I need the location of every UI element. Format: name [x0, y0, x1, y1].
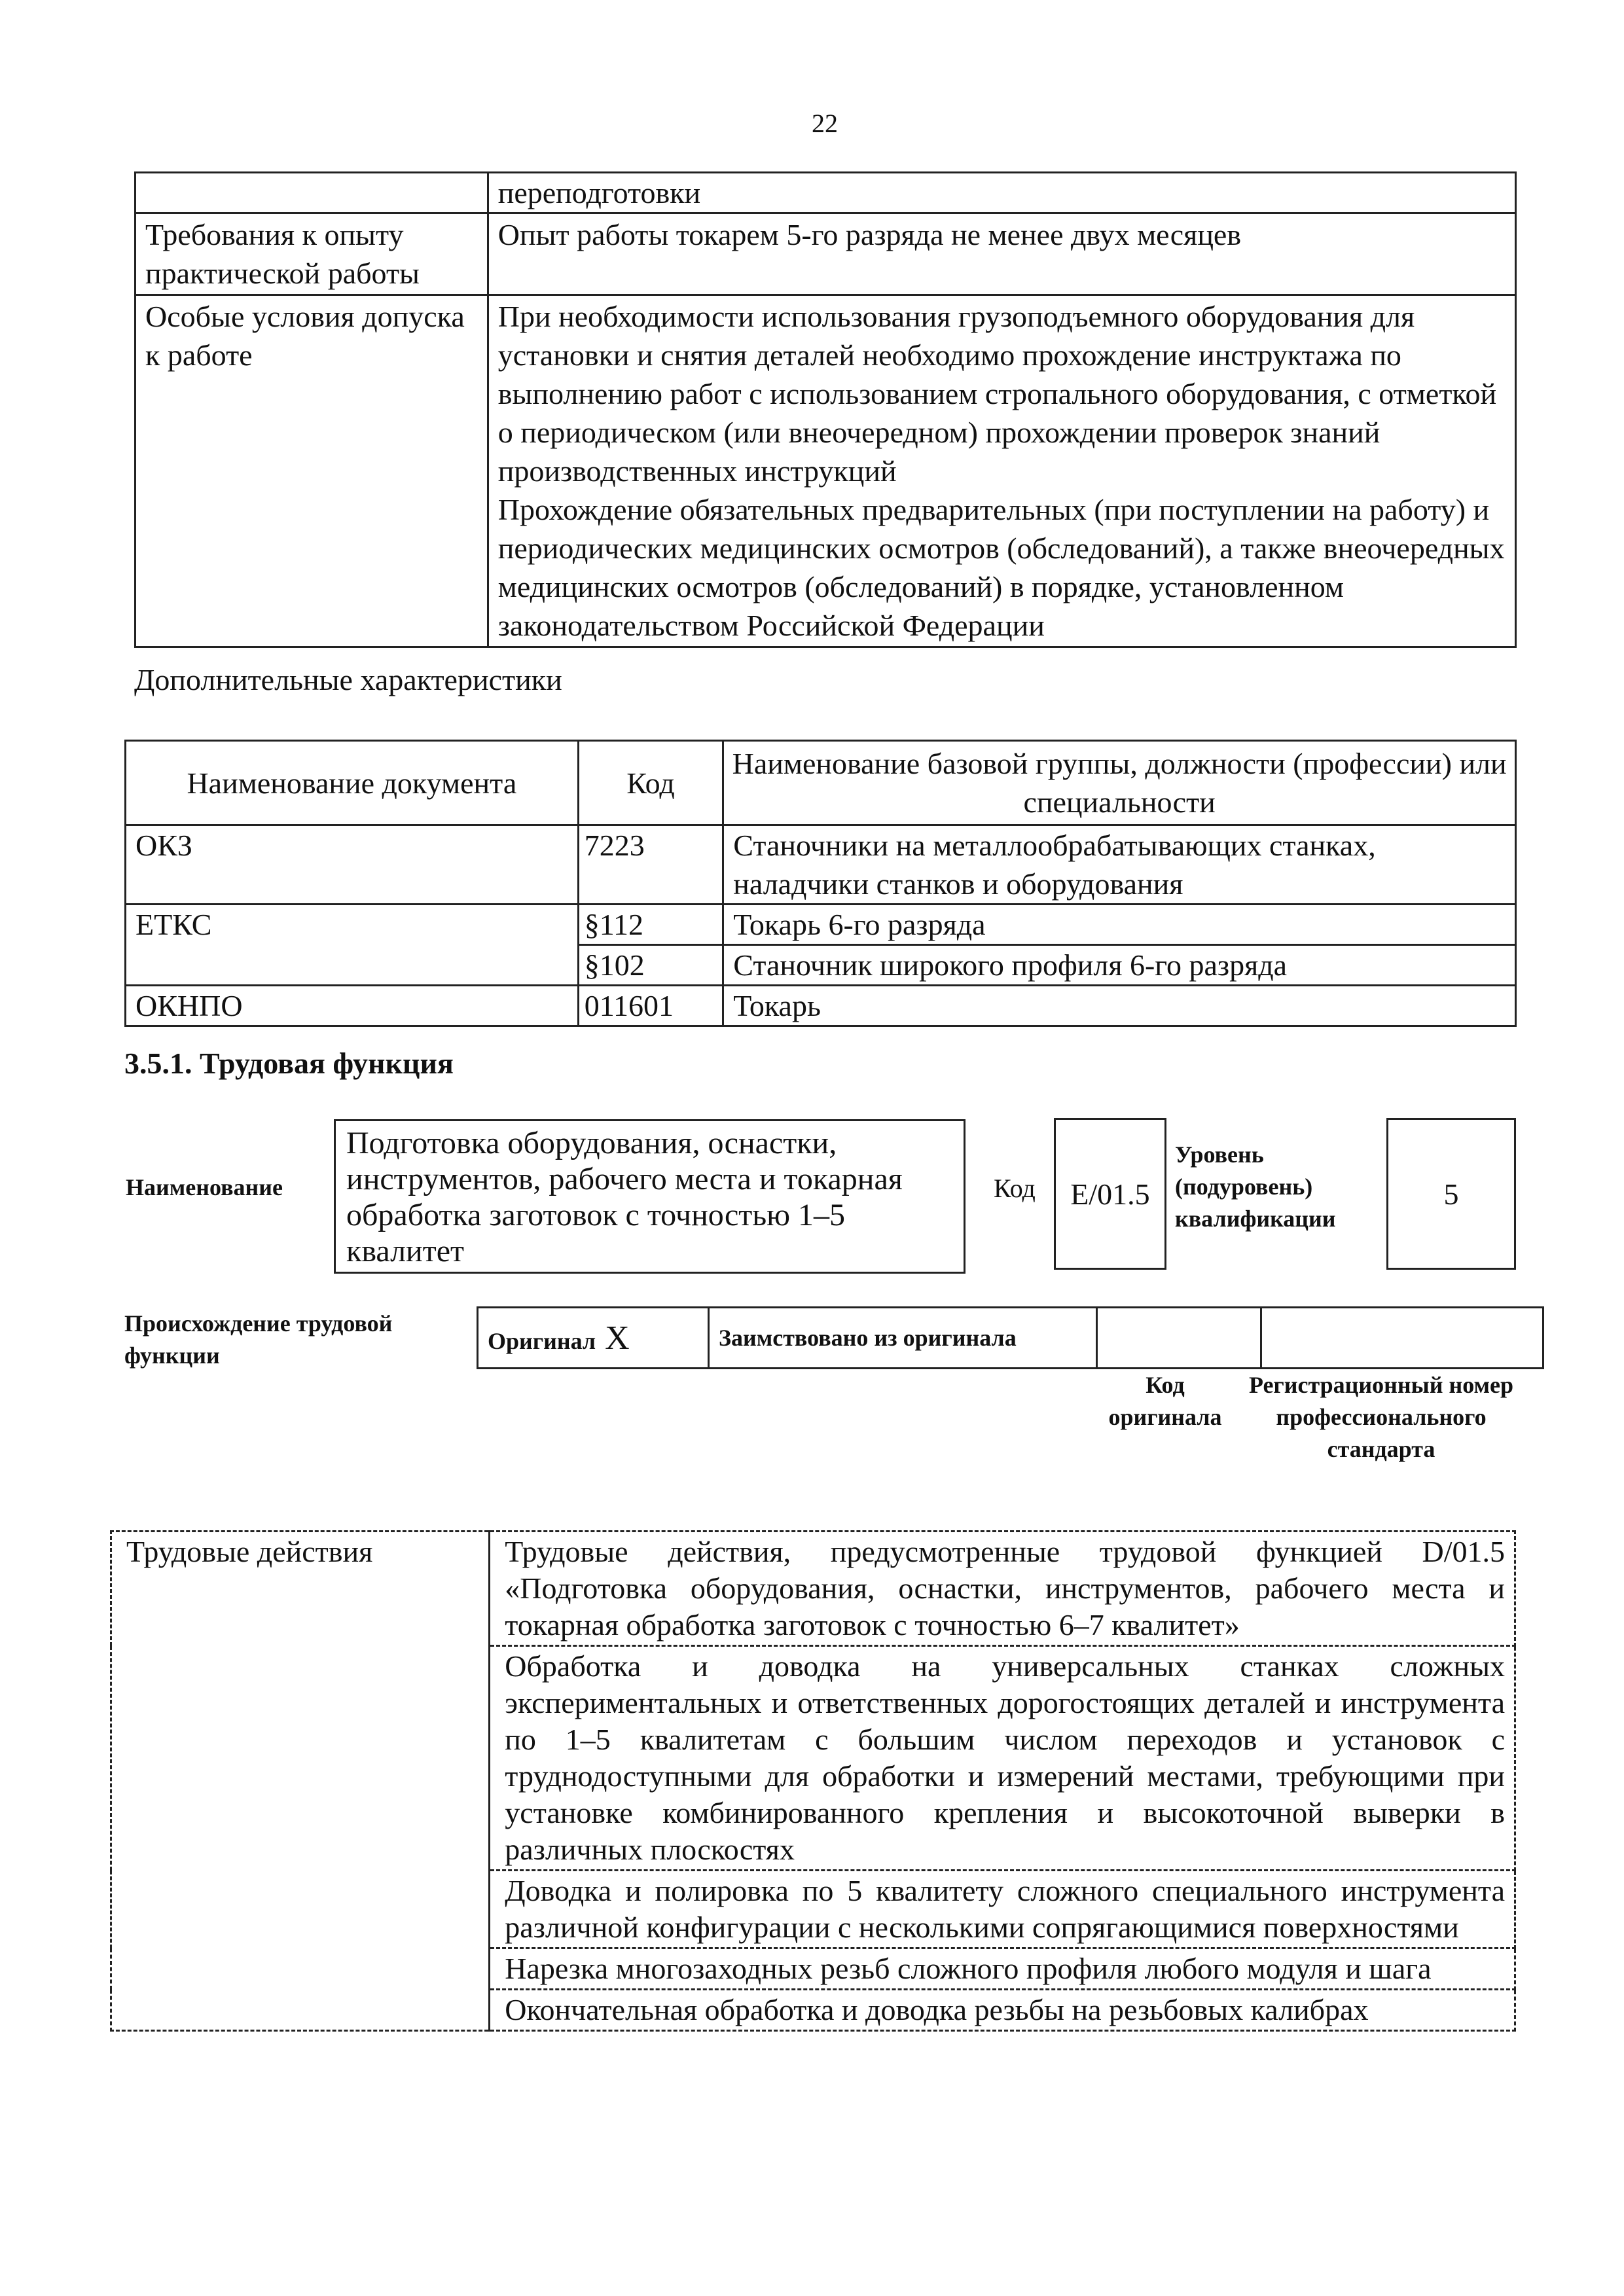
row-value [488, 295, 1515, 647]
function-code-box: E/01.5 [1054, 1118, 1166, 1270]
table-row [135, 295, 1516, 647]
doc-cell: ЕТКС [126, 905, 579, 986]
action-item: Окончательная обработка и доводка резьбы на резьбовых калибрах [490, 1990, 1515, 2031]
level-box: 5 [1386, 1118, 1516, 1270]
table-row [126, 825, 1516, 905]
code-cell: §112 [578, 905, 723, 945]
name-cell: Станочники на металлообрабатывающих станках, наладчики станков и оборудования [723, 825, 1516, 905]
name-label: Наименование [126, 1174, 283, 1200]
table-row [126, 986, 1516, 1026]
doc-cell: ОКЗ [126, 825, 579, 905]
original-cell [478, 1308, 709, 1369]
condition-text: При необходимости использования грузоподъемного оборудования для установки и снятия деталей необходимо прохождение инструктажа по выполнению работ с использованием стропального оборудования, с отметкой о периодическом (или внеочередном) прохождении проверок знаний производственных инструкций [497, 300, 1497, 488]
reg-number-caption: Регистрационный номер профессионального стандарта [1248, 1372, 1514, 1462]
section-heading: 3.5.1. Трудовая функция [124, 1047, 454, 1080]
row-label [135, 173, 488, 213]
name-cell: Токарь 6-го разряда [723, 905, 1516, 945]
origin-table [477, 1306, 1544, 1369]
code-cell: 011601 [578, 986, 723, 1026]
action-item: Доводка и полировка по 5 квалитету сложного специального инструмента различной конфигурации с несколькими сопрягающимися поверхностями [490, 1871, 1515, 1948]
row-value: Опыт работы токарем 5-го разряда не менее двух месяцев [488, 213, 1515, 295]
table-row [135, 173, 1516, 213]
original-code-caption: Код оригинала [1108, 1372, 1222, 1430]
reg-number-cell [1261, 1308, 1543, 1369]
condition-text: Прохождение обязательных предварительных (при поступлении на работу) и периодических медицинских осмотров (обследований), а также внеочередных медицинских осмотров (обследований) в порядке, установленном законодательством Российской Федерации [497, 493, 1505, 642]
level-label: Уровень (подуровень) квалификации [1175, 1141, 1336, 1232]
requirements-table [134, 171, 1517, 648]
code-label: Код [994, 1174, 1036, 1203]
doc-cell: ОКНПО [126, 986, 579, 1026]
table-row [478, 1308, 1543, 1369]
table-header-row [126, 741, 1516, 825]
column-header: Код [578, 741, 723, 825]
column-header: Наименование базовой группы, должности (профессии) или специальности [723, 741, 1516, 825]
page-number: 22 [812, 109, 838, 138]
table-row [135, 213, 1516, 295]
table-row [126, 905, 1516, 945]
function-name-box: Подготовка оборудования, оснастки, инструментов, рабочего места и токарная обработка заготовок с точностью 1–5 квалитет [334, 1119, 965, 1274]
code-cell: §102 [578, 945, 723, 986]
borrowed-cell: Заимствовано из оригинала [709, 1308, 1097, 1369]
additional-heading: Дополнительные характеристики [134, 663, 562, 696]
origin-label: Происхождение трудовой функции [124, 1310, 393, 1369]
column-header: Наименование документа [126, 741, 579, 825]
additional-table [124, 740, 1517, 1027]
table-row [111, 1532, 1515, 1646]
row-value: переподготовки [488, 173, 1515, 213]
action-item: Обработка и доводка на универсальных станках сложных экспериментальных и ответственных дорогостоящих деталей и инструмента по 1–5 квалитетам с большим числом переходов и установок с труднодоступными для обработки и измерений местами, требующими при установке комбинированного крепления и высокоточной выверки в различных плоскостях [490, 1646, 1515, 1871]
labor-actions-table [110, 1530, 1516, 2032]
original-code-cell [1097, 1308, 1261, 1369]
original-mark: X [605, 1319, 630, 1357]
actions-label: Трудовые действия [111, 1532, 490, 2031]
row-label: Требования к опыту практической работы [135, 213, 488, 295]
code-cell: 7223 [578, 825, 723, 905]
action-item: Трудовые действия, предусмотренные трудовой функцией D/01.5 «Подготовка оборудования, оснастки, инструментов, рабочего места и токарная обработка заготовок с точностью 6–7 квалитет» [490, 1532, 1515, 1646]
name-cell: Токарь [723, 986, 1516, 1026]
original-label: Оригинал [488, 1327, 596, 1354]
name-cell: Станочник широкого профиля 6-го разряда [723, 945, 1516, 986]
row-label: Особые условия допуска к работе [135, 295, 488, 647]
action-item: Нарезка многозаходных резьб сложного профиля любого модуля и шага [490, 1948, 1515, 1990]
